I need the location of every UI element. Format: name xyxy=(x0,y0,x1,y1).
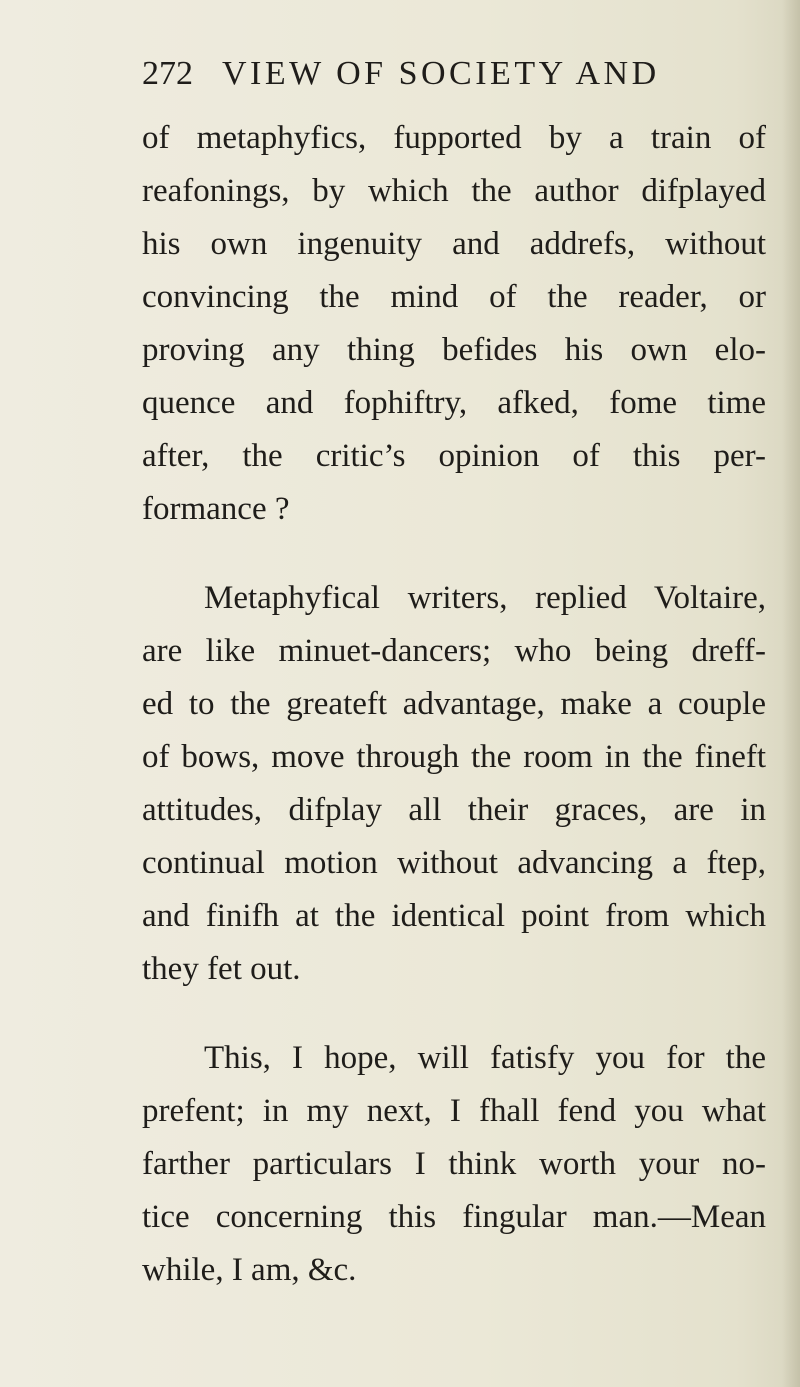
page-number: 272 xyxy=(142,55,193,92)
page-edge-shadow xyxy=(782,0,800,1387)
text-line: Metaphyfical writers, replied Voltaire, xyxy=(204,580,766,616)
text-line: quence and fophiftry, afked, fome time xyxy=(142,385,766,421)
text-line: tice concerning this fingular man.—Mean xyxy=(142,1199,766,1235)
running-head xyxy=(142,48,762,100)
text-line: This, I hope, will fatisfy you for the xyxy=(204,1040,766,1076)
text-line: after, the critic’s opinion of this per- xyxy=(142,438,766,474)
text-line: farther particulars I think worth your no- xyxy=(142,1146,766,1182)
text-line: prefent; in my next, I fhall fend you what xyxy=(142,1093,766,1129)
running-title: VIEW OF SOCIETY AND xyxy=(222,55,660,92)
text-line: they fet out. xyxy=(142,951,301,987)
text-line: formance ? xyxy=(142,491,290,527)
text-line: reafonings, by which the author difplayed xyxy=(142,173,766,209)
text-line: of bows, move through the room in the fineft xyxy=(142,739,766,775)
text-line: convincing the mind of the reader, or xyxy=(142,279,766,315)
text-line: of metaphyfics, fupported by a train of xyxy=(142,120,766,156)
text-line: his own ingenuity and addrefs, without xyxy=(142,226,766,262)
text-line: proving any thing befides his own elo- xyxy=(142,332,766,368)
text-line: and finifh at the identical point from which xyxy=(142,898,766,934)
text-line: while, I am, &c. xyxy=(142,1252,357,1288)
text-line: attitudes, difplay all their graces, are in xyxy=(142,792,766,828)
text-line: continual motion without advancing a ftep, xyxy=(142,845,766,881)
text-line: are like minuet-dancers; who being dreff- xyxy=(142,633,766,669)
text-line: ed to the greateft advantage, make a couple xyxy=(142,686,766,722)
